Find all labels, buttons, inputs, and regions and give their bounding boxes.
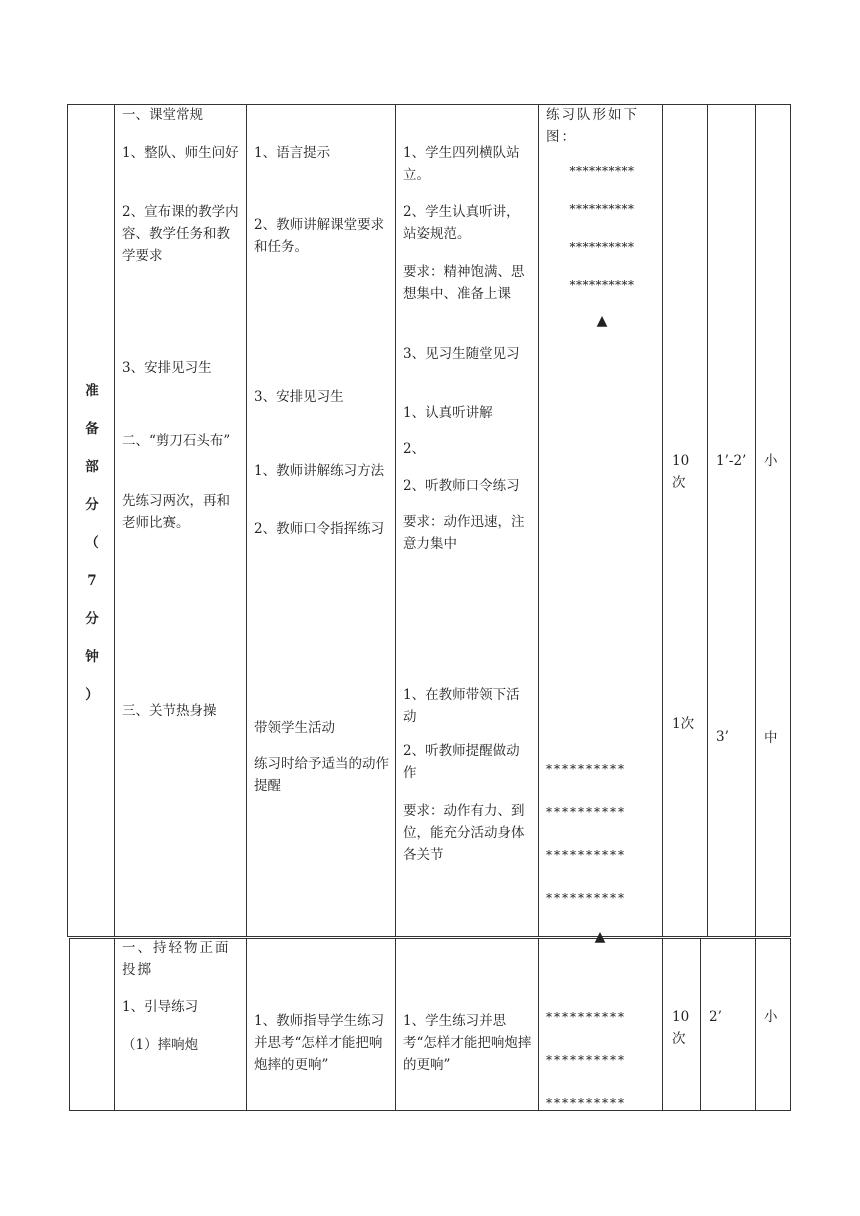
student-activity: 1、学生练习并思考“怎样才能把响炮摔的更响” xyxy=(403,1013,532,1073)
content-item: 2、宣布课的教学内容、教学任务和教学要求 xyxy=(122,204,239,264)
content-item: 先练习两次，再和老师比赛。 xyxy=(122,493,230,531)
formation-row: ********** xyxy=(546,1096,626,1110)
duration: 3’ xyxy=(716,729,729,745)
repetition-count: 10次 xyxy=(672,1009,690,1047)
formation-diagram-a xyxy=(546,156,658,334)
table1-left-border xyxy=(67,104,68,937)
teacher-marker-icon: ▲ xyxy=(596,313,608,329)
intensity: 中 xyxy=(764,730,778,746)
table1-col-divider xyxy=(114,104,115,937)
duration: 1’-2’ xyxy=(716,453,747,469)
teacher-marker-icon: ▲ xyxy=(594,929,606,945)
formation-row: ********** xyxy=(546,1053,626,1067)
formation-row: ********** xyxy=(569,240,635,254)
table2-col-divider xyxy=(538,938,539,1111)
table1-col-divider xyxy=(662,104,663,937)
student-activity: 2、 xyxy=(403,441,426,457)
content-item: 二、“剪刀石头布” xyxy=(122,433,231,449)
content-item: 1、整队、师生问好 xyxy=(122,145,239,161)
formation-row: ********** xyxy=(546,762,626,776)
table2-col-divider xyxy=(114,938,115,1111)
student-activity: 1、在教师带领下活动 xyxy=(403,687,520,725)
formation-row: ********** xyxy=(569,202,635,216)
table2-col-divider xyxy=(700,938,701,1111)
table2-right-border xyxy=(790,938,791,1111)
table2-col-divider xyxy=(246,938,247,1111)
student-activity: 要求：动作有力、到位，能充分活动身体各关节 xyxy=(403,803,525,863)
student-activity: 3、见习生随堂见习 xyxy=(403,346,520,362)
student-activity: 2、学生认真听讲，站姿规范。 xyxy=(403,204,520,242)
formation-row: ********** xyxy=(569,164,635,178)
table2-col-divider xyxy=(755,938,756,1111)
content-item: 一、持轻物正面投掷 xyxy=(122,940,231,978)
formation-row: ********** xyxy=(546,1010,626,1024)
teacher-activity: 1、语言提示 xyxy=(254,145,331,161)
formation-row: ********** xyxy=(546,805,626,819)
teacher-activity: 2、教师口令指挥练习 xyxy=(254,521,385,537)
formation-row: ********** xyxy=(546,891,626,905)
table2-bottom-border xyxy=(69,1110,790,1111)
table2-col-divider xyxy=(395,938,396,1111)
content-item: 三、关节热身操 xyxy=(122,703,217,719)
table1-col-divider xyxy=(755,104,756,937)
table1-col-divider xyxy=(707,104,708,937)
repetition-count: 1次 xyxy=(672,716,695,732)
content-item: 1、引导练习 xyxy=(122,999,199,1015)
teacher-activity: 3、安排见习生 xyxy=(254,389,344,405)
teacher-activity: 1、教师指导学生练习并思考“怎样才能把响炮摔的更响” xyxy=(254,1013,385,1073)
table1-col-divider xyxy=(246,104,247,937)
content-item: 一、课堂常规 xyxy=(122,107,203,123)
student-activity: 要求：精神饱满、思想集中、准备上课 xyxy=(403,264,525,302)
student-activity: 1、认真听讲解 xyxy=(403,405,493,421)
teacher-activity: 带领学生活动 xyxy=(254,720,335,736)
teacher-activity: 练习时给予适当的动作提醒 xyxy=(254,756,389,794)
formation-row: ********** xyxy=(569,278,635,292)
table1-col-divider xyxy=(538,104,539,937)
duration: 2’ xyxy=(709,1009,722,1025)
formation-title: 练习队形如下图： xyxy=(546,107,639,145)
formation-diagram-c xyxy=(546,1000,660,1129)
table1-right-border xyxy=(790,104,791,937)
student-activity: 1、学生四列横队站立。 xyxy=(403,145,520,183)
content-item: （1）摔响炮 xyxy=(122,1037,199,1053)
formation-diagram-b xyxy=(546,752,660,950)
student-activity: 2、听教师口令练习 xyxy=(403,478,520,494)
intensity: 小 xyxy=(764,453,778,469)
student-activity: 2、听教师提醒做动作 xyxy=(403,743,520,781)
table1-col-divider xyxy=(395,104,396,937)
student-activity: 要求：动作迅速，注意力集中 xyxy=(403,514,525,552)
teacher-activity: 1、教师讲解练习方法 xyxy=(254,463,385,479)
section-title-preparation: 准 备 部 分 （ 7 分 钟 ） xyxy=(85,383,99,703)
table2-col-divider xyxy=(662,938,663,1111)
teacher-activity: 2、教师讲解课堂要求和任务。 xyxy=(254,217,385,255)
formation-row: ********** xyxy=(546,848,626,862)
table2-left-border xyxy=(69,938,70,1111)
intensity: 小 xyxy=(764,1009,778,1025)
repetition-count: 10次 xyxy=(672,453,690,491)
content-item: 3、安排见习生 xyxy=(122,360,212,376)
